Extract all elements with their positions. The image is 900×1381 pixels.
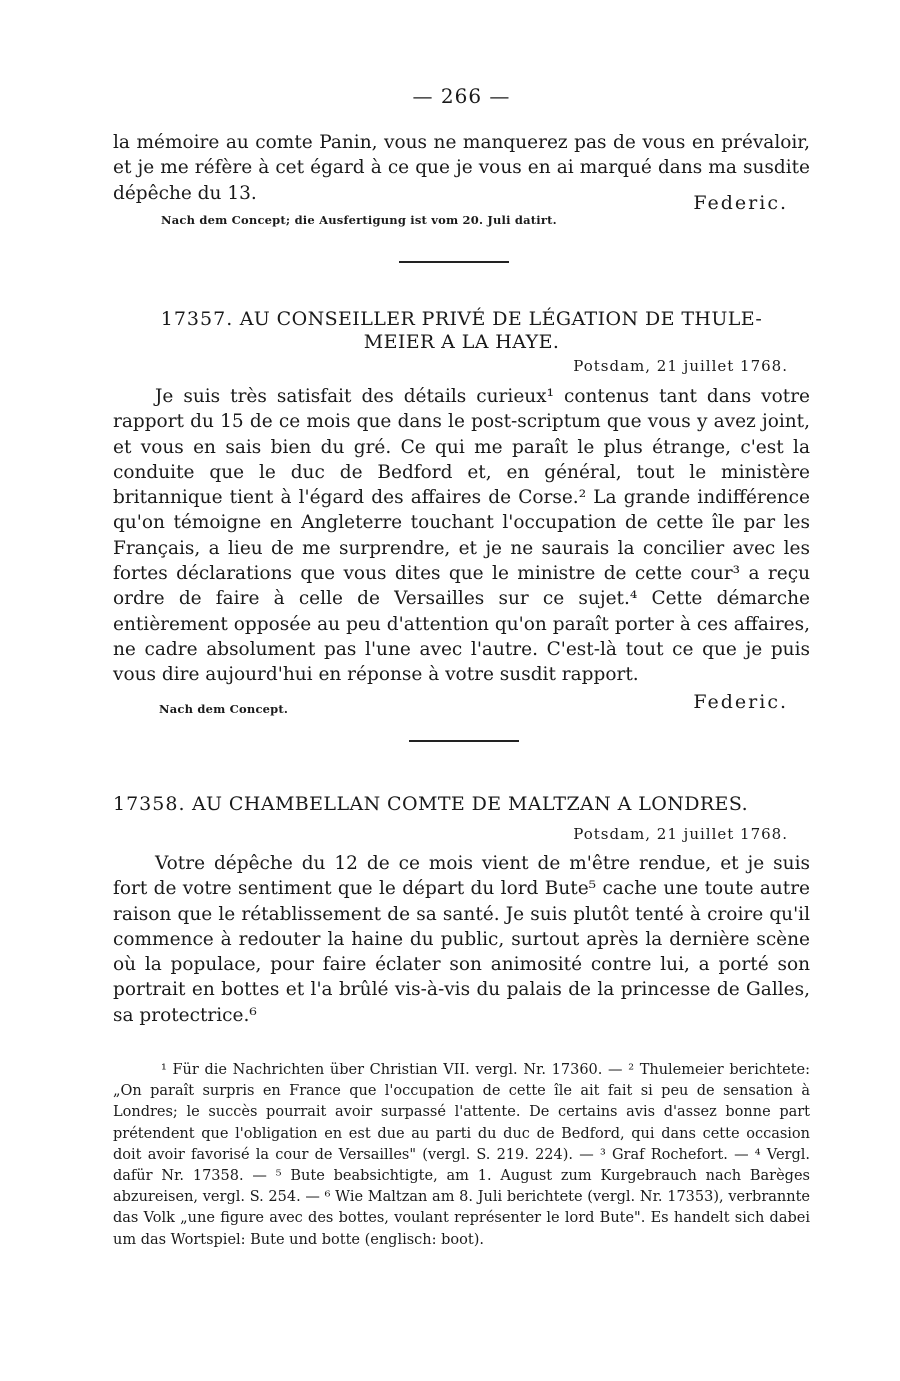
letter1-note: Nach dem Concept. xyxy=(159,702,289,716)
letter1-heading-line1: AU CONSEILLER PRIVÉ DE LÉGATION DE THULE- xyxy=(239,308,763,330)
letter2-heading xyxy=(113,793,810,816)
letter1-number: 17357. xyxy=(160,308,234,330)
intro-note: Nach dem Concept; die Ausfertigung ist vom 20. Juli datirt. xyxy=(161,213,557,227)
letter1-heading-line2: MEIER A LA HAYE. xyxy=(363,331,560,353)
footnotes xyxy=(113,1060,810,1251)
letter1-heading xyxy=(113,308,810,331)
letter2-body: Votre dépêche du 12 de ce mois vient de m'être rendue, et je suis fort de votre sentiment que le départ du lord Bute⁵ cache une toute autre raison que le rétablissement de sa santé. Je suis plutôt tenté à croire qu'il commence à redouter la haine du public, surtout après la dernière scène où la populace, pour faire éclater son animosité contre lui, a porté son portrait en bottes et l'a brûlé vis-à-vis du palais de la princesse de Galles, sa protectrice.⁶ xyxy=(113,853,810,1026)
letter1-signature: Federic. xyxy=(693,691,788,713)
letter1-body: Je suis très satisfait des détails curieux¹ contenus tant dans votre rapport du 15 de ce mois que dans le post-scriptum que vous y avez joint, et vous en sais bien du gré. Ce qui me paraît le plus étrange, c'est la conduite que le duc de Bedford et, en général, tout le ministère britannique tient à l'égard des affaires de Corse.² La grande indifférence qu'on témoigne en Angleterre touchant l'occupation de cette île par les Français, a lieu de me surprendre, et je ne saurais la concilier avec les fortes déclarations que vous dites que le ministre de cette cour³ a reçu ordre de faire à celle de Versailles sur ce sujet.⁴ Cette démarche entièrement opposée au peu d'attention qu'on paraît porter à ces affaires, ne cadre absolument pas l'une avec l'autre. C'est-là tout ce que je puis vous dire aujourd'hui en réponse à votre susdit rapport. xyxy=(113,386,810,686)
letter1-dateline: Potsdam, 21 juillet 1768. xyxy=(573,357,788,375)
intro-signature: Federic. xyxy=(693,192,788,214)
letter2-body-block xyxy=(113,851,810,1028)
page-number: — 266 — xyxy=(412,84,511,108)
letter2-number: 17358. xyxy=(113,793,186,815)
letter2-heading-text: AU CHAMBELLAN COMTE DE MALTZAN A LONDRES. xyxy=(191,793,749,815)
intro-text: la mémoire au comte Panin, vous ne manquerez pas de vous en prévaloir, et je me réfère à cet égard à ce que je vous en ai marqué dans ma susdite dépêche du 13. xyxy=(113,132,810,204)
section-divider xyxy=(409,740,519,742)
section-divider xyxy=(399,261,509,263)
footnotes-text: ¹ Für die Nachrichten über Christian VII. vergl. Nr. 17360. — ² Thulemeier berichtete: „On paraît surpris en France que l'occupation de cette île ait fait si peu de sensation à Londres; le succès pourrait avoir surpassé l'attente. De certains avis d'assez bonne part prétendent que l'obligation en est due au parti du duc de Bedford, qui dans cette occasion doit avoir favorisé la cour de Versailles" (vergl. S. 219. 224). — ³ Graf Rochefort. — ⁴ Vergl. dafür Nr. 17358. — ⁵ Bute beabsichtigte, am 1. August zum Kurgebrauch nach Barèges abzureisen, vergl. S. 254. — ⁶ Wie Maltzan am 8. Juli berichtete (vergl. Nr. 17353), verbrannte das Volk „une figure avec des bottes, voulant représenter le lord Bute". Es handelt sich dabei um das Wortspiel: Bute und botte (englisch: boot). xyxy=(113,1062,810,1248)
letter1-body-block xyxy=(113,384,810,688)
letter2-dateline: Potsdam, 21 juillet 1768. xyxy=(573,825,788,843)
document-page xyxy=(113,0,810,1381)
